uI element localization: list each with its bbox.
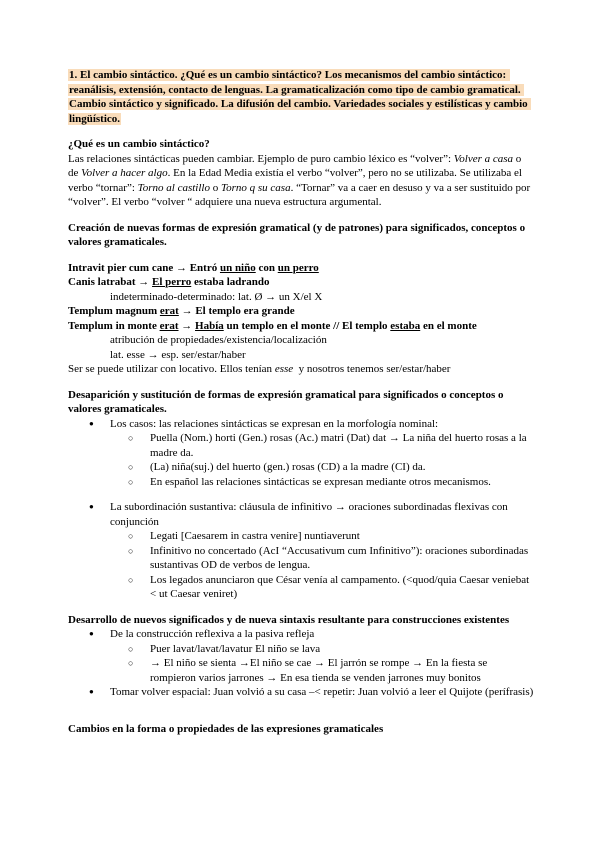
bullet-item [68, 500, 534, 529]
text-run: → El niño se sienta →El niño se cae → El jarrón se rompe → En la fiesta se rompieron varios jarrones → En esa tienda se venden jarrones muy bonitos [150, 657, 490, 684]
example-line [68, 304, 534, 319]
text-run: → El templo era grande [178, 305, 295, 317]
subbullet-item [68, 656, 534, 685]
text-run: Desarrollo de nuevos significados y de nueva sintaxis resultante para construcciones existentes [68, 613, 510, 626]
text-run: un perro [277, 261, 319, 274]
subbullet-item [68, 460, 534, 475]
text-run: un niño [219, 261, 256, 274]
section-heading [68, 388, 534, 417]
text-run: indeterminado-determinado: lat. Ø → un X/el X [110, 290, 323, 303]
text-run: lat. esse → esp. ser/estar/haber [110, 348, 246, 361]
paragraph [68, 152, 534, 210]
spacer [68, 602, 534, 613]
text-run: Volver a hacer algo [81, 167, 168, 179]
indent-line [68, 348, 534, 363]
text-run: Infinitivo no concertado (AcI “Accusativum cum Infinitivo”): oraciones subordinadas sustantivas OD de verbos de lengua. [150, 544, 531, 571]
text-run: estaba [390, 319, 421, 332]
text-run: Cambios en la forma o propiedades de las expresiones gramaticales [68, 722, 384, 735]
section-heading [68, 137, 534, 152]
text-run: La subordinación sustantiva: cláusula de infinitivo → oraciones subordinadas flexivas con conjunción [110, 501, 511, 528]
subbullet-item [68, 544, 534, 573]
text-run: Templum in monte [68, 319, 160, 332]
text-run: Puella (Nom.) horti (Gen.) rosas (Ac.) matri (Dat) dat → La niña del huerto rosas a la madre da. [150, 432, 530, 459]
text-run: erat [159, 305, 179, 317]
text-run: Templum magnum [68, 305, 160, 317]
section-heading [68, 613, 534, 628]
spacer [68, 210, 534, 221]
text-run: Desaparición y sustitución de formas de expresión gramatical para significados o conceptos o valores gramaticales. [68, 388, 507, 415]
text-run: Ser se puede utilizar con locativo. Ellos tenían [68, 363, 275, 375]
text-run: en el monte [420, 319, 477, 332]
text-run: Creación de nuevas formas de expresión gramatical (y de patrones) para significados, conceptos o valores gramaticales. [68, 221, 528, 248]
spacer [68, 250, 534, 261]
spacer [68, 377, 534, 388]
text-run: Legati [Caesarem in castra venire] nuntiaverunt [150, 530, 360, 542]
text-run: ¿Qué es un cambio sintáctico? [68, 138, 210, 150]
spacer [68, 489, 534, 500]
text-run: estaba ladrando [191, 276, 270, 288]
indent-line [68, 333, 534, 348]
text-run: Torno al castillo [137, 181, 210, 194]
text-run: En español las relaciones sintácticas se expresan mediante otros mecanismos. [150, 475, 491, 488]
text-run: Los casos: las relaciones sintácticas se expresan en la morfología nominal: [110, 417, 439, 430]
bullet-item [68, 417, 534, 432]
subbullet-item [68, 475, 534, 490]
text-run: Canis latrabat → [68, 276, 153, 288]
circle-bullet-icon: ○ [128, 545, 134, 556]
subbullet-item [68, 431, 534, 460]
title-block [68, 68, 534, 126]
text-run: Había [195, 319, 224, 332]
indent-line [68, 290, 534, 305]
text-run: Puer lavat/lavat/lavatur El niño se lava [150, 642, 321, 655]
text-run: (La) niña(suj.) del huerto (gen.) rosas (CD) a la madre (CI) da. [150, 461, 426, 473]
disc-bullet-icon: ● [89, 418, 94, 428]
circle-bullet-icon: ○ [128, 476, 134, 487]
text-run: Torno q su casa [220, 181, 291, 194]
text-run: Las relaciones sintácticas pueden cambiar. Ejemplo de puro cambio léxico es “volver”: [68, 152, 454, 165]
bullet-item [68, 627, 534, 642]
text-run: De la construcción reflexiva a la pasiva refleja [110, 628, 315, 640]
text-run: esse [274, 363, 294, 375]
text-run: o de [68, 152, 525, 179]
text-run: Volver a casa [453, 152, 514, 165]
text-run: . En la Edad Media existía el verbo “volver”, pero no se utilizaba. Se utilizaba el verbo “tornar”: [68, 167, 525, 194]
circle-bullet-icon: ○ [128, 462, 134, 472]
disc-bullet-icon: ● [89, 629, 94, 638]
text-run: . “Tornar” va a caer en desuso y va a ser sustituido por “volver”. El verbo “volver “ adquiere una nueva estructura argumental. [68, 181, 533, 208]
example-line [68, 261, 534, 276]
text-run: o [209, 181, 221, 194]
example-line [68, 319, 534, 334]
subbullet-item [68, 529, 534, 544]
circle-bullet-icon: ○ [128, 574, 134, 585]
text-run: erat [159, 319, 179, 332]
text-run: 1. El cambio sintáctico. ¿Qué es un cambio sintáctico? Los mecanismos del cambio sintáctico: reanálisis, extensión, contacto de lenguas. La gramaticalización como tipo de cambio gramatical. Cambio sintáctico y significado. La difusión del cambio. Variedades sociales y estilísticas y cambio lingüístico. [69, 69, 531, 125]
section-heading [68, 722, 534, 737]
subbullet-item [68, 642, 534, 657]
circle-bullet-icon: ○ [128, 643, 134, 654]
disc-bullet-icon: ● [89, 502, 94, 511]
spacer [68, 126, 534, 137]
text-run: y nosotros tenemos ser/estar/haber [293, 363, 451, 375]
circle-bullet-icon: ○ [128, 531, 134, 541]
text-run: → [178, 319, 196, 332]
circle-bullet-icon: ○ [128, 433, 134, 443]
text-run: Intravit pier cum cane → Entró [68, 261, 220, 274]
text-run: Tomar volver espacial: Juan volvió a su casa –< repetir: Juan volvió a leer el Quijote (perífrasis) [110, 686, 534, 698]
spacer [68, 700, 534, 711]
subbullet-item [68, 573, 534, 602]
text-run: con [255, 261, 278, 274]
text-run: atribución de propiedades/existencia/localización [110, 334, 327, 346]
spacer [68, 711, 534, 722]
circle-bullet-icon: ○ [128, 658, 134, 668]
bullet-item [68, 685, 534, 700]
disc-bullet-icon: ● [89, 687, 94, 696]
example-line [68, 275, 534, 290]
text-run: Los legados anunciaron que César venía al campamento. (<quod/quia Caesar veniebat < ut Caesar veniret) [150, 573, 532, 600]
text-run: un templo en el monte // El templo [223, 319, 391, 332]
section-heading [68, 221, 534, 250]
paragraph [68, 362, 534, 377]
text-run: El perro [152, 276, 192, 288]
